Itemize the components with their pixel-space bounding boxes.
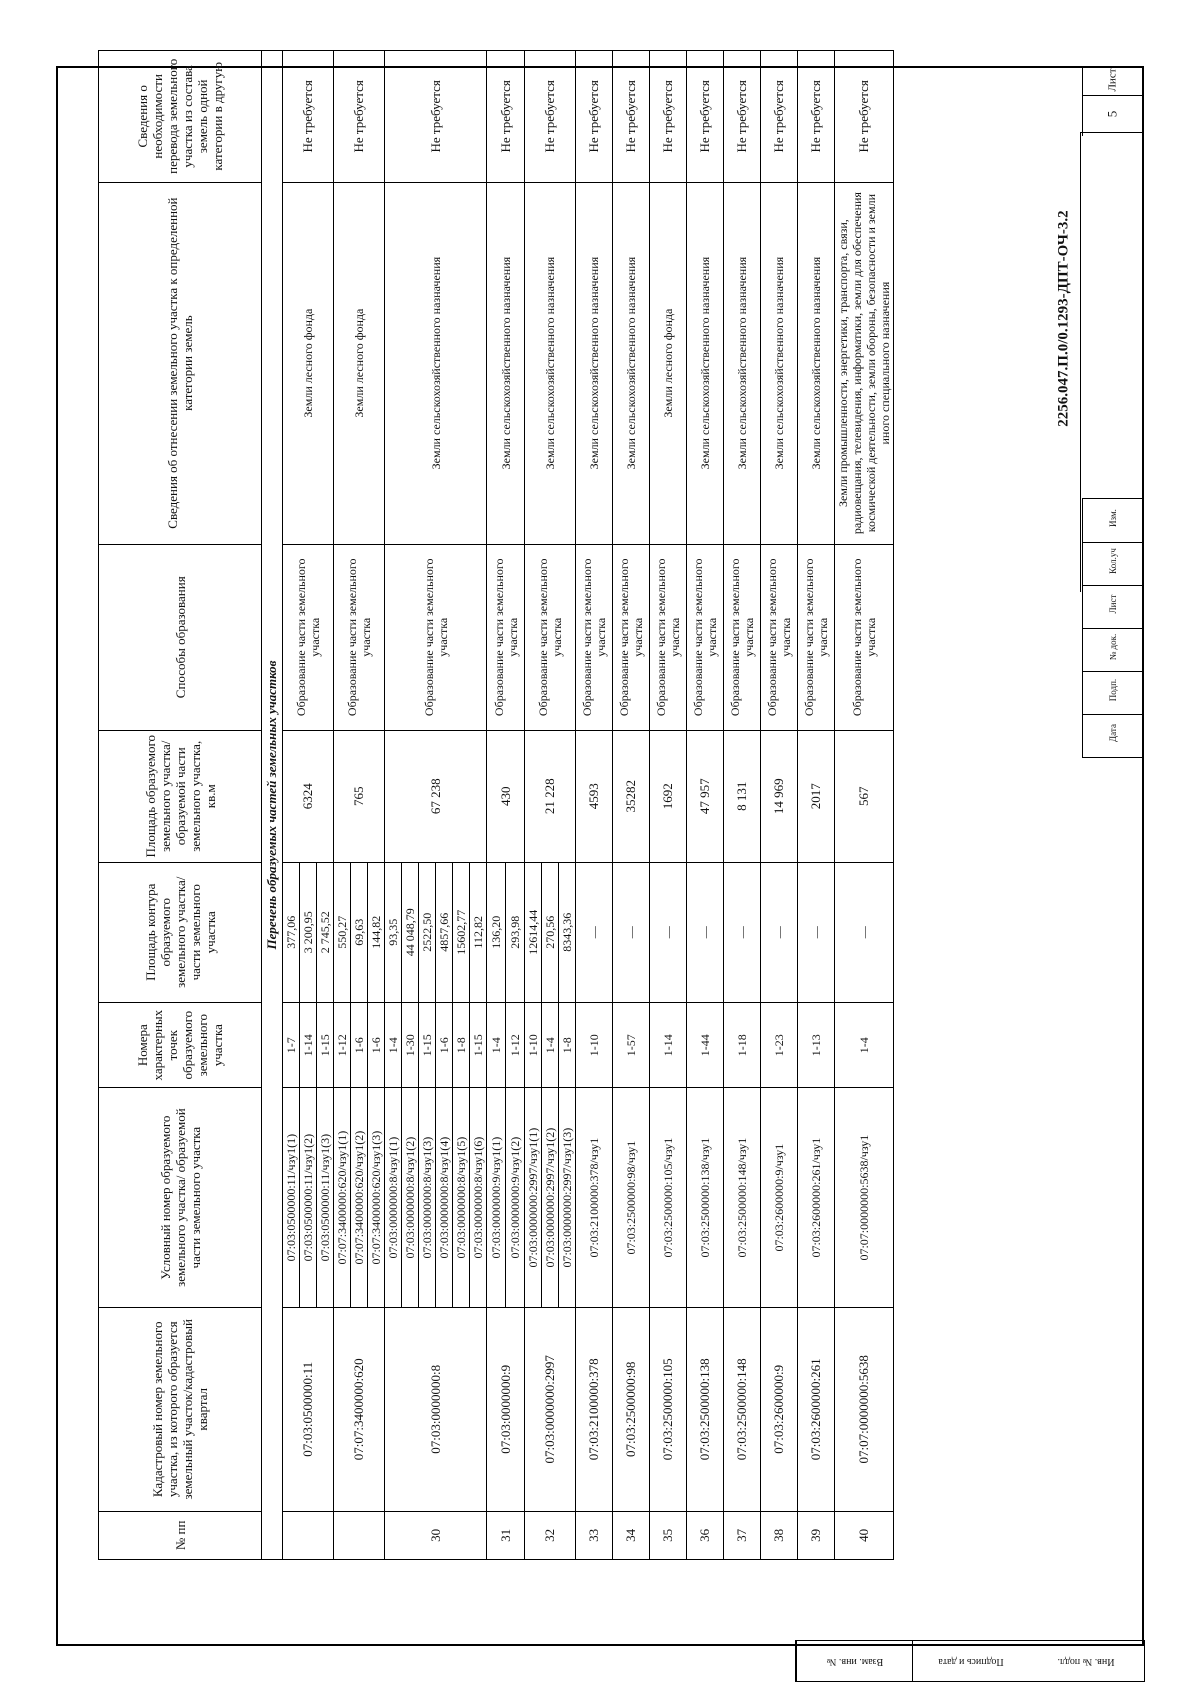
rotated-page	[98, 50, 1098, 1560]
cell-category: Земли сельскохозяйственного назначения	[687, 182, 724, 544]
sub-pts: 1-15	[419, 1003, 436, 1088]
cell-category: Земли сельскохозяйственного назначения	[576, 182, 613, 544]
cell-cadastral: 07:03:2100000:378	[576, 1307, 613, 1511]
land-table	[98, 50, 894, 1560]
sub-ca: 2 745,52	[318, 911, 332, 954]
cell-ca	[650, 862, 687, 1002]
sub-pts: 1-7	[283, 1003, 300, 1088]
sub-pts: 1-12	[334, 1003, 351, 1088]
sub-ca: 3 200,95	[300, 863, 317, 1002]
cell-transfer: Не требуется	[798, 51, 835, 183]
stamp-col-label: Подп.	[1108, 678, 1118, 702]
sub-ca: 293,98	[508, 915, 522, 949]
cell-area: 21 228	[525, 730, 576, 862]
cell-cadastral: 07:03:0500000:11	[283, 1307, 334, 1511]
sub-cond: 07:03:0000000:9/чзу1(2)	[508, 1136, 522, 1259]
table-row	[576, 51, 613, 1560]
side-label-2: Подпись и дата	[912, 1641, 1029, 1681]
cell-area: 67 238	[385, 730, 487, 862]
cell-pts	[525, 1002, 576, 1088]
table-row	[525, 51, 576, 1560]
sub-cond: 07:03:0000000:8/чзу1(4)	[436, 1088, 453, 1306]
sub-pts: 1-4	[857, 1037, 871, 1054]
side-boxes	[795, 1640, 1145, 1682]
cell-transfer: Не требуется	[724, 51, 761, 183]
cell-cond	[283, 1088, 334, 1307]
cell-ca	[283, 862, 334, 1002]
sub-cond: 07:03:2500000:98/чзу1	[624, 1140, 638, 1255]
sub-cond: 07:03:0000000:8/чзу1(6)	[471, 1136, 485, 1259]
cell-category: Земли лесного фонда	[334, 182, 385, 544]
cell-ca	[525, 862, 576, 1002]
sub-cond: 07:03:2500000:105/чзу1	[661, 1137, 675, 1258]
sub-pts: 1-8	[560, 1037, 574, 1054]
cell-ca	[798, 862, 835, 1002]
cell-area: 47 957	[687, 730, 724, 862]
stamp-block	[1082, 66, 1144, 1646]
cell-num: 35	[650, 1511, 687, 1559]
cell-cadastral: 07:03:2500000:148	[724, 1307, 761, 1511]
cell-pts	[613, 1002, 650, 1088]
table-row	[650, 51, 687, 1560]
cell-num: 34	[613, 1511, 650, 1559]
sub-ca: 69,63	[351, 863, 368, 1002]
sub-ca: —	[857, 926, 871, 939]
cell-area: 14 969	[761, 730, 798, 862]
cell-ca	[687, 862, 724, 1002]
cell-ca	[487, 862, 525, 1002]
cell-category: Земли сельскохозяйственного назначения	[525, 182, 576, 544]
cell-transfer: Не требуется	[385, 51, 487, 183]
cell-cadastral: 07:03:2500000:105	[650, 1307, 687, 1511]
sub-cond: 07:03:0000000:2997/чзу1(3)	[560, 1127, 574, 1268]
cell-num: 30	[385, 1511, 487, 1559]
cell-cadastral: 07:07:3400000:620	[334, 1307, 385, 1511]
cell-ca	[761, 862, 798, 1002]
sub-pts: 1-23	[772, 1034, 786, 1057]
sub-pts: 1-8	[453, 1003, 470, 1088]
cell-area: 2017	[798, 730, 835, 862]
cell-ca	[576, 862, 613, 1002]
cell-ca	[835, 862, 894, 1002]
cell-transfer: Не требуется	[613, 51, 650, 183]
cell-category: Земли лесного фонда	[650, 182, 687, 544]
cell-transfer: Не требуется	[525, 51, 576, 183]
cell-method: Образование части земельного участка	[687, 544, 724, 730]
sub-cond: 07:03:0000000:2997/чзу1(1)	[525, 1088, 542, 1306]
cell-pts	[835, 1002, 894, 1088]
sub-ca: —	[735, 926, 749, 939]
sheet-number: 5	[1104, 110, 1120, 118]
cell-area: 6324	[283, 730, 334, 862]
sub-cond: 07:07:0000000:5638/чзу1	[857, 1134, 871, 1261]
sub-ca: —	[661, 926, 675, 939]
sub-pts: 1-44	[698, 1034, 712, 1057]
cell-category: Земли промышленности, энергетики, транспорта, связи, радиовещания, телевидения, информатики, земли для обеспечения космической деятельности, земли обороны, безопасности и земли иного специального назначения	[835, 182, 894, 544]
sub-ca: 377,06	[283, 863, 300, 1002]
sub-pts: 1-6	[351, 1003, 368, 1088]
sub-pts: 1-4	[487, 1003, 506, 1088]
hdr-points: Номера характерных точек образуемого земельного участка	[99, 1002, 262, 1088]
cell-cadastral: 07:03:2500000:138	[687, 1307, 724, 1511]
sub-pts: 1-12	[508, 1034, 522, 1057]
sub-pts: 1-15	[318, 1034, 332, 1057]
sub-ca: —	[809, 926, 823, 939]
sub-cond: 07:03:0000000:2997/чзу1(2)	[542, 1088, 559, 1306]
stamp-col-label: № док.	[1108, 633, 1118, 661]
cell-category: Земли сельскохозяйственного назначения	[724, 182, 761, 544]
cell-cond	[334, 1088, 385, 1307]
cell-ca	[613, 862, 650, 1002]
cell-method: Образование части земельного участка	[798, 544, 835, 730]
cell-category: Земли сельскохозяйственного назначения	[613, 182, 650, 544]
cell-method: Образование части земельного участка	[650, 544, 687, 730]
cell-area: 765	[334, 730, 385, 862]
cell-category: Земли лесного фонда	[283, 182, 334, 544]
sub-cond: 07:03:2500000:138/чзу1	[698, 1137, 712, 1258]
sub-cond: 07:07:3400000:620/чзу1(2)	[351, 1088, 368, 1306]
cell-num: 40	[835, 1511, 894, 1559]
cell-cond	[835, 1088, 894, 1307]
sub-cond: 07:03:2600000:9/чзу1	[772, 1143, 786, 1252]
cell-pts	[724, 1002, 761, 1088]
sub-ca: 15602,77	[453, 863, 470, 1002]
cell-ca	[334, 862, 385, 1002]
cell-transfer: Не требуется	[576, 51, 613, 183]
sub-pts: 1-15	[471, 1034, 485, 1057]
cell-pts	[761, 1002, 798, 1088]
cell-pts	[487, 1002, 525, 1088]
sub-ca: 112,82	[471, 915, 485, 949]
cell-num: 32	[525, 1511, 576, 1559]
cell-num	[334, 1511, 385, 1559]
cell-ca	[724, 862, 761, 1002]
cell-transfer: Не требуется	[687, 51, 724, 183]
sub-pts: 1-14	[661, 1034, 675, 1057]
cell-area: 1692	[650, 730, 687, 862]
header-row	[99, 51, 262, 1560]
sub-ca: —	[624, 926, 638, 939]
sub-ca: 12614,44	[525, 863, 542, 1002]
cell-cond	[650, 1088, 687, 1307]
hdr-transfer: Сведения о необходимости перевода земельного участка из состава земель одной категории в другую	[99, 51, 262, 183]
cell-pts	[687, 1002, 724, 1088]
sub-ca: 550,27	[334, 863, 351, 1002]
cell-area: 430	[487, 730, 525, 862]
table-row	[798, 51, 835, 1560]
sub-ca: 8343,36	[560, 912, 574, 952]
cell-num: 38	[761, 1511, 798, 1559]
cell-method: Образование части земельного участка	[525, 544, 576, 730]
stamp-col-label: Кол.уч	[1108, 548, 1118, 574]
side-label-1: Взам. инв. №	[796, 1641, 913, 1681]
table-row	[835, 51, 894, 1560]
cell-cond	[576, 1088, 613, 1307]
sub-pts: 1-4	[542, 1003, 559, 1088]
cell-num	[283, 1511, 334, 1559]
sub-cond: 07:03:0000000:8/чзу1(5)	[453, 1088, 470, 1306]
sub-pts: 1-30	[402, 1003, 419, 1088]
stamp-cols	[1082, 498, 1144, 758]
cell-cond	[385, 1088, 487, 1307]
cell-method: Образование части земельного участка	[576, 544, 613, 730]
table-row	[687, 51, 724, 1560]
sub-cond: 07:03:0000000:9/чзу1(1)	[487, 1088, 506, 1306]
cell-num: 36	[687, 1511, 724, 1559]
cell-transfer: Не требуется	[761, 51, 798, 183]
cell-category: Земли сельскохозяйственного назначения	[487, 182, 525, 544]
cell-cond	[724, 1088, 761, 1307]
sub-cond: 07:03:2500000:148/чзу1	[735, 1137, 749, 1258]
sub-ca: 144,82	[369, 915, 383, 949]
table-row	[487, 51, 525, 1560]
cell-cond	[798, 1088, 835, 1307]
hdr-method: Способы образования	[99, 544, 262, 730]
sub-ca: 136,20	[487, 863, 506, 1002]
sub-ca: 4857,66	[436, 863, 453, 1002]
cell-transfer: Не требуется	[283, 51, 334, 183]
cell-method: Образование части земельного участка	[761, 544, 798, 730]
sub-ca: —	[698, 926, 712, 939]
sub-pts: 1-10	[587, 1034, 601, 1057]
hdr-contour-area: Площадь контура образуемого земельного участка/ части земельного участка	[99, 862, 262, 1002]
table-row	[385, 51, 487, 1560]
sub-pts: 1-4	[385, 1003, 402, 1088]
cell-pts	[283, 1002, 334, 1088]
doc-code-box	[1044, 160, 1084, 490]
cell-transfer: Не требуется	[487, 51, 525, 183]
cell-num: 37	[724, 1511, 761, 1559]
cell-pts	[334, 1002, 385, 1088]
cell-method: Образование части земельного участка	[487, 544, 525, 730]
cell-cadastral: 07:03:2600000:261	[798, 1307, 835, 1511]
cell-area: 4593	[576, 730, 613, 862]
sub-pts: 1-18	[735, 1034, 749, 1057]
hdr-num: № пп	[99, 1511, 262, 1559]
sub-cond: 07:03:2600000:261/чзу1	[809, 1137, 823, 1258]
table-caption: Перечень образуемых частей земельных участков	[262, 51, 283, 1560]
sub-ca: 44 048,79	[402, 863, 419, 1002]
sub-cond: 07:03:0000000:8/чзу1(2)	[402, 1088, 419, 1306]
cell-category: Земли сельскохозяйственного назначения	[385, 182, 487, 544]
cell-category: Земли сельскохозяйственного назначения	[798, 182, 835, 544]
sub-pts: 1-6	[436, 1003, 453, 1088]
sub-cond: 07:03:0500000:11/чзу1(3)	[318, 1133, 332, 1262]
sub-ca: —	[772, 926, 786, 939]
sub-cond: 07:03:0000000:8/чзу1(3)	[419, 1088, 436, 1306]
stamp-col-label: Дата	[1108, 724, 1118, 742]
cell-cond	[761, 1088, 798, 1307]
cell-transfer: Не требуется	[650, 51, 687, 183]
cell-cadastral: 07:03:0000000:9	[487, 1307, 525, 1511]
cell-num: 33	[576, 1511, 613, 1559]
table-row	[761, 51, 798, 1560]
cell-area: 567	[835, 730, 894, 862]
cell-area: 35282	[613, 730, 650, 862]
sub-cond: 07:03:0000000:8/чзу1(1)	[385, 1088, 402, 1306]
sub-ca: 270,56	[542, 863, 559, 1002]
cell-num: 31	[487, 1511, 525, 1559]
stamp-col-label: Изм.	[1108, 509, 1118, 527]
cell-pts	[650, 1002, 687, 1088]
table-row	[334, 51, 385, 1560]
side-label-3: Инв. № подл.	[1057, 1656, 1115, 1667]
stamp-col-label: Лист	[1108, 594, 1118, 614]
cell-transfer: Не требуется	[835, 51, 894, 183]
sub-pts: 1-13	[809, 1034, 823, 1057]
cell-cond	[687, 1088, 724, 1307]
document-code: 2256.047.П.0/0.1293-ДПТ-ОЧ-3.2	[1055, 210, 1072, 427]
table-row	[724, 51, 761, 1560]
cell-method: Образование части земельного участка	[385, 544, 487, 730]
cell-method: Образование части земельного участка	[613, 544, 650, 730]
sub-pts: 1-14	[300, 1003, 317, 1088]
cell-method: Образование части земельного участка	[724, 544, 761, 730]
cell-pts	[385, 1002, 487, 1088]
cell-cond	[525, 1088, 576, 1307]
cell-cadastral: 07:03:0000000:2997	[525, 1307, 576, 1511]
table-row	[613, 51, 650, 1560]
sub-pts: 1-10	[525, 1003, 542, 1088]
hdr-category: Сведения об отнесении земельного участка к определенной категории земель	[99, 182, 262, 544]
sub-ca: —	[587, 926, 601, 939]
sheet-label: Лист	[1106, 68, 1119, 92]
cell-cadastral: 07:07:0000000:5638	[835, 1307, 894, 1511]
cell-pts	[798, 1002, 835, 1088]
cell-transfer: Не требуется	[334, 51, 385, 183]
sub-ca: 2522,50	[419, 863, 436, 1002]
cell-pts	[576, 1002, 613, 1088]
table-row	[283, 51, 334, 1560]
cell-method: Образование части земельного участка	[334, 544, 385, 730]
cell-cadastral: 07:03:2500000:98	[613, 1307, 650, 1511]
sub-cond: 07:03:0500000:11/чзу1(1)	[283, 1088, 300, 1306]
sub-cond: 07:03:0500000:11/чзу1(2)	[300, 1088, 317, 1306]
sub-ca: 93,35	[385, 863, 402, 1002]
hdr-conditional: Условный номер образуемого земельного участка/ образуемой части земельного участка	[99, 1088, 262, 1307]
cell-cond	[613, 1088, 650, 1307]
cell-cond	[487, 1088, 525, 1307]
cell-cadastral: 07:03:2600000:9	[761, 1307, 798, 1511]
sub-cond: 07:07:3400000:620/чзу1(3)	[369, 1130, 383, 1265]
sub-pts: 1-6	[369, 1037, 383, 1054]
cell-method: Образование части земельного участка	[283, 544, 334, 730]
cell-area: 8 131	[724, 730, 761, 862]
cell-method: Образование части земельного участка	[835, 544, 894, 730]
sub-cond: 07:07:3400000:620/чзу1(1)	[334, 1088, 351, 1306]
cell-cadastral: 07:03:0000000:8	[385, 1307, 487, 1511]
sub-pts: 1-57	[624, 1034, 638, 1057]
sub-cond: 07:03:2100000:378/чзу1	[587, 1137, 601, 1258]
cell-ca	[385, 862, 487, 1002]
cell-category: Земли сельскохозяйственного назначения	[761, 182, 798, 544]
cell-num: 39	[798, 1511, 835, 1559]
hdr-cadastral: Кадастровый номер земельного участка, из которого образуется земельный участок/кадастровый квартал	[99, 1307, 262, 1511]
hdr-area: Площадь образуемого земельного участка/ образуемой части земельного участка, кв.м	[99, 730, 262, 862]
